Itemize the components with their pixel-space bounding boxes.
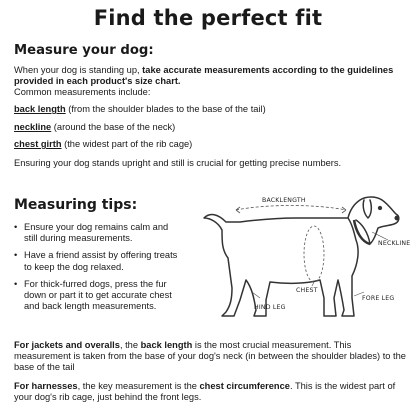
- tips-heading: Measuring tips:: [14, 197, 138, 213]
- desc-chest-girth: (the widest part of the rib cage): [61, 139, 193, 149]
- tips-list: [14, 222, 184, 318]
- bullet-icon: •: [14, 278, 18, 289]
- term-back-length: back length: [14, 104, 66, 114]
- term-chest-girth: chest girth: [14, 139, 62, 149]
- label-fore-leg: FORE LEG: [362, 295, 395, 302]
- term-neckline: neckline: [14, 122, 52, 132]
- jackets-back-length: back length: [140, 340, 193, 350]
- list-item: [14, 222, 184, 244]
- page-title: Find the perfect fit: [93, 6, 323, 30]
- measure-intro: [14, 65, 409, 99]
- tip-text: Have a friend assist by offering treats to keep the dog relaxed.: [24, 250, 178, 272]
- label-backlength: BACKLENGTH: [262, 197, 306, 204]
- jackets-text-b: is the most crucial measurement. This measurement is taken from the base of your dog's neck (in between the shoulder blades) to the base of the tail: [14, 340, 406, 373]
- desc-back-length: (from the shoulder blades to the base of the tail): [65, 104, 266, 114]
- definition-neckline: [14, 122, 175, 132]
- harness-bold: For harnesses: [14, 381, 78, 391]
- harness-note: [14, 381, 409, 403]
- tip-text: For thick-furred dogs, press the fur down or part it to get accurate chest and back length measurements.: [24, 278, 172, 312]
- list-item: [14, 279, 184, 313]
- bullet-icon: •: [14, 250, 18, 261]
- intro-text: When your dog is standing up,: [14, 65, 143, 75]
- desc-neckline: (around the base of the neck): [51, 122, 176, 132]
- definition-chest-girth: [14, 139, 192, 149]
- label-neckline: NECKLINE: [378, 240, 411, 247]
- intro-bold: take accurate measurements according to the guidelines provided in each product's size chart.: [14, 65, 394, 87]
- label-chest: CHEST: [296, 287, 318, 294]
- dog-measurement-diagram: [196, 188, 416, 324]
- harness-text-a: , the key measurement is the: [77, 381, 200, 391]
- jackets-bold: For jackets and overalls: [14, 340, 120, 350]
- label-hind-leg: HIND LEG: [254, 304, 286, 311]
- jackets-note: [14, 340, 409, 374]
- list-item: [14, 250, 184, 272]
- chest-girth-guide: [304, 226, 324, 282]
- measure-heading: Measure your dog:: [14, 43, 154, 58]
- intro-common: Common measurements include:: [14, 87, 151, 98]
- jackets-text-a: , the: [119, 340, 141, 350]
- backlength-guide: [236, 206, 346, 214]
- ensure-text: Ensuring your dog stands upright and still is crucial for getting precise numbers.: [14, 158, 342, 168]
- bullet-icon: •: [14, 222, 18, 232]
- harness-text-b: . This is the widest part of your dog's rib cage, just behind the front legs.: [14, 381, 396, 403]
- chest-pointer: [312, 282, 314, 286]
- harness-chest: chest circumference: [199, 381, 290, 391]
- tip-text: Ensure your dog remains calm and still during measurements.: [24, 222, 169, 244]
- definition-back-length: [14, 104, 266, 114]
